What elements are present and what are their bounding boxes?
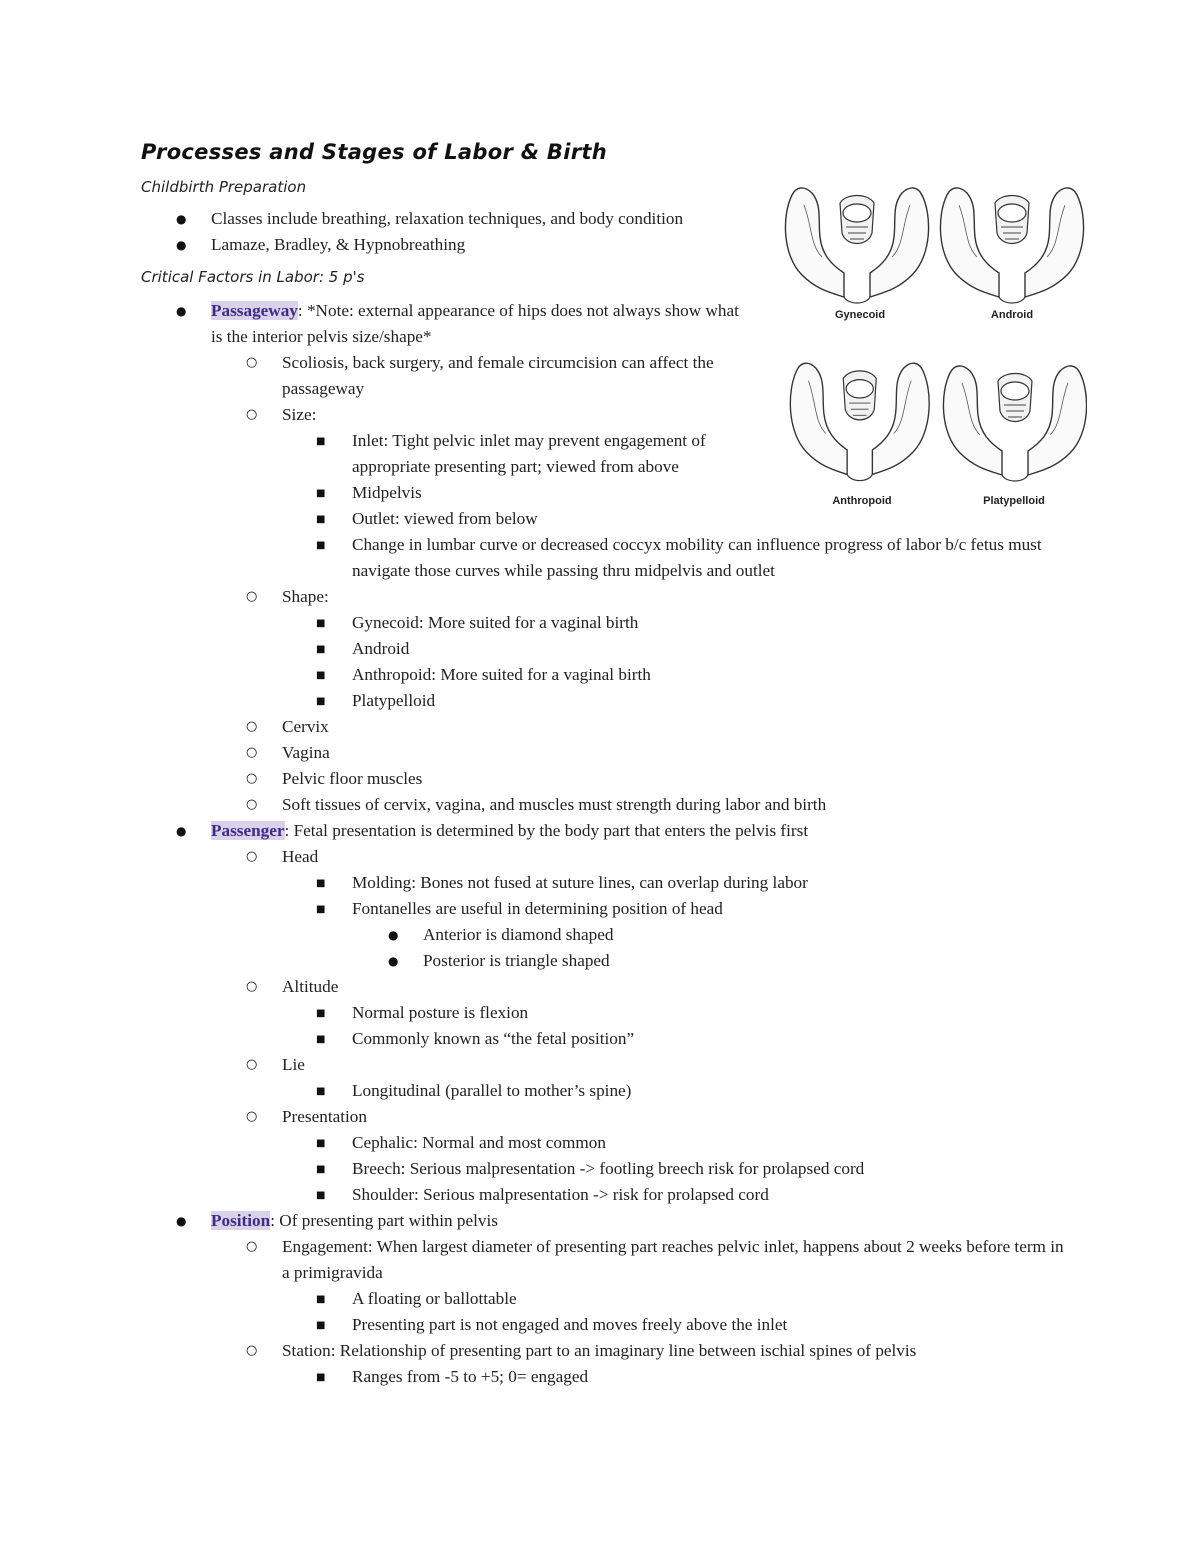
list-item: ○ Cervix	[0, 714, 1100, 740]
bullet-icon: ●	[176, 212, 187, 226]
bullet-icon: ●	[176, 238, 187, 252]
list-item: ○ Presentation	[0, 1104, 1100, 1130]
list-item: ■ Shoulder: Serious malpresentation -> risk for prolapsed cord	[0, 1182, 1100, 1208]
circle-bullet-icon: ○	[246, 771, 258, 786]
circle-bullet-icon: ○	[246, 745, 258, 760]
square-bullet-icon: ■	[316, 878, 326, 889]
gynecoid-pelvis-icon	[785, 188, 928, 303]
square-bullet-icon: ■	[316, 1372, 326, 1383]
list-item: ● Lamaze, Bradley, & Hypnobreathing	[0, 232, 1100, 258]
list-item: ○ Engagement: When largest diameter of presenting part reaches pelvic inlet, happens about 2 weeks before term in a primigravida	[0, 1234, 1100, 1286]
circle-bullet-icon: ○	[246, 719, 258, 734]
square-bullet-icon: ■	[316, 644, 326, 655]
list-item: ○ Altitude	[0, 974, 1100, 1000]
list-item-passenger: ● Passenger: Fetal presentation is determined by the body part that enters the pelvis first	[0, 818, 1100, 844]
list-item: ■ Outlet: viewed from below	[0, 506, 1100, 532]
section-heading-critical-factors: Critical Factors in Labor: 5 p's	[141, 268, 365, 286]
square-bullet-icon: ■	[316, 1294, 326, 1305]
list-item: ■ Ranges from -5 to +5; 0= engaged	[0, 1364, 1100, 1390]
square-bullet-icon: ■	[316, 436, 326, 447]
gynecoid-label: Gynecoid	[834, 309, 886, 321]
square-bullet-icon: ■	[316, 1008, 326, 1019]
list-item: ○ Vagina	[0, 740, 1100, 766]
list-item: ■ Platypelloid	[0, 688, 1100, 714]
list-item: ○ Pelvic floor muscles	[0, 766, 1100, 792]
list-item: ■ Change in lumbar curve or decreased coccyx mobility can influence progress of labor b/c fetus must navigate those curves while passing thru midpelvis and outlet	[316, 535, 1042, 580]
page-title: Processes and Stages of Labor & Birth	[141, 140, 607, 164]
list-item: ■ Midpelvis	[0, 480, 1100, 506]
list-item-position: ● Position: Of presenting part within pelvis	[0, 1208, 1100, 1234]
bullet-icon: ●	[388, 928, 399, 942]
anthropoid-pelvis-icon	[790, 363, 929, 480]
list-item: ○ Size:	[0, 402, 1100, 428]
list-item: ■ Android	[0, 636, 1100, 662]
square-bullet-icon: ■	[316, 1086, 326, 1097]
section-heading-childbirth-preparation: Childbirth Preparation	[141, 178, 307, 196]
list-item: ● Anterior is diamond shaped	[0, 922, 1100, 948]
square-bullet-icon: ■	[316, 618, 326, 629]
android-pelvis-icon	[940, 188, 1083, 303]
square-bullet-icon: ■	[316, 904, 326, 915]
passageway-label: Passageway	[211, 301, 298, 320]
bullet-icon: ●	[176, 304, 187, 318]
circle-bullet-icon: ○	[246, 1057, 258, 1072]
square-bullet-icon: ■	[316, 488, 326, 499]
platypelloid-label: Platypelloid	[983, 495, 1045, 507]
circle-bullet-icon: ○	[246, 979, 258, 994]
list-item: ■ Longitudinal (parallel to mother’s spine)	[0, 1078, 1100, 1104]
passenger-label: Passenger	[211, 821, 285, 840]
circle-bullet-icon: ○	[246, 1343, 258, 1358]
list-item: ○ Station: Relationship of presenting part to an imaginary line between ischial spines of pelvis	[0, 1338, 1100, 1364]
list-item: ○ Scoliosis, back surgery, and female circumcision can affect the passageway	[0, 350, 1100, 402]
square-bullet-icon: ■	[316, 1034, 326, 1045]
square-bullet-icon: ■	[316, 1320, 326, 1331]
pelvis-types-illustration	[782, 175, 1087, 515]
list-item: ■ Gynecoid: More suited for a vaginal birth	[0, 610, 1100, 636]
position-label: Position	[211, 1211, 271, 1230]
list-item: ■ Molding: Bones not fused at suture lines, can overlap during labor	[0, 870, 1100, 896]
square-bullet-icon: ■	[316, 1138, 326, 1149]
circle-bullet-icon: ○	[246, 849, 258, 864]
list-item: ■ A floating or ballottable	[0, 1286, 1100, 1312]
circle-bullet-icon: ○	[246, 1239, 258, 1254]
list-item-passageway: ● Passageway: *Note: external appearance of hips does not always show what is the interior pelvis size/shape*	[0, 298, 1100, 350]
list-item: ■ Inlet: Tight pelvic inlet may prevent engagement of appropriate presenting part; viewed from above	[316, 431, 706, 476]
circle-bullet-icon: ○	[246, 355, 258, 370]
list-item: ■ Cephalic: Normal and most common	[0, 1130, 1100, 1156]
platypelloid-pelvis-icon	[943, 366, 1086, 481]
list-item: ■ Normal posture is flexion	[0, 1000, 1100, 1026]
circle-bullet-icon: ○	[246, 797, 258, 812]
circle-bullet-icon: ○	[246, 407, 258, 422]
list-item: ● Posterior is triangle shaped	[0, 948, 1100, 974]
list-item: ■ Fontanelles are useful in determining position of head	[0, 896, 1100, 922]
list-item: ○ Lie	[0, 1052, 1100, 1078]
bullet-icon: ●	[176, 824, 187, 838]
bullet-icon: ●	[176, 1214, 187, 1228]
square-bullet-icon: ■	[316, 1190, 326, 1201]
list-item: ● Classes include breathing, relaxation techniques, and body condition	[0, 206, 1100, 232]
list-item: ■ Commonly known as “the fetal position”	[0, 1026, 1100, 1052]
square-bullet-icon: ■	[316, 670, 326, 681]
list-item: ■ Anthropoid: More suited for a vaginal birth	[0, 662, 1100, 688]
list-item: ○ Soft tissues of cervix, vagina, and muscles must strength during labor and birth	[0, 792, 1100, 818]
bullet-icon: ●	[388, 954, 399, 968]
circle-bullet-icon: ○	[246, 1109, 258, 1124]
list-item: ○ Head	[0, 844, 1100, 870]
anthropoid-label: Anthropoid	[832, 495, 892, 507]
list-item: ○ Shape:	[0, 584, 1100, 610]
square-bullet-icon: ■	[316, 540, 326, 551]
list-item: ■ Presenting part is not engaged and moves freely above the inlet	[0, 1312, 1100, 1338]
list-item: ■ Breech: Serious malpresentation -> footling breech risk for prolapsed cord	[0, 1156, 1100, 1182]
android-label: Android	[990, 309, 1034, 321]
square-bullet-icon: ■	[316, 1164, 326, 1175]
square-bullet-icon: ■	[316, 514, 326, 525]
circle-bullet-icon: ○	[246, 589, 258, 604]
square-bullet-icon: ■	[316, 696, 326, 707]
